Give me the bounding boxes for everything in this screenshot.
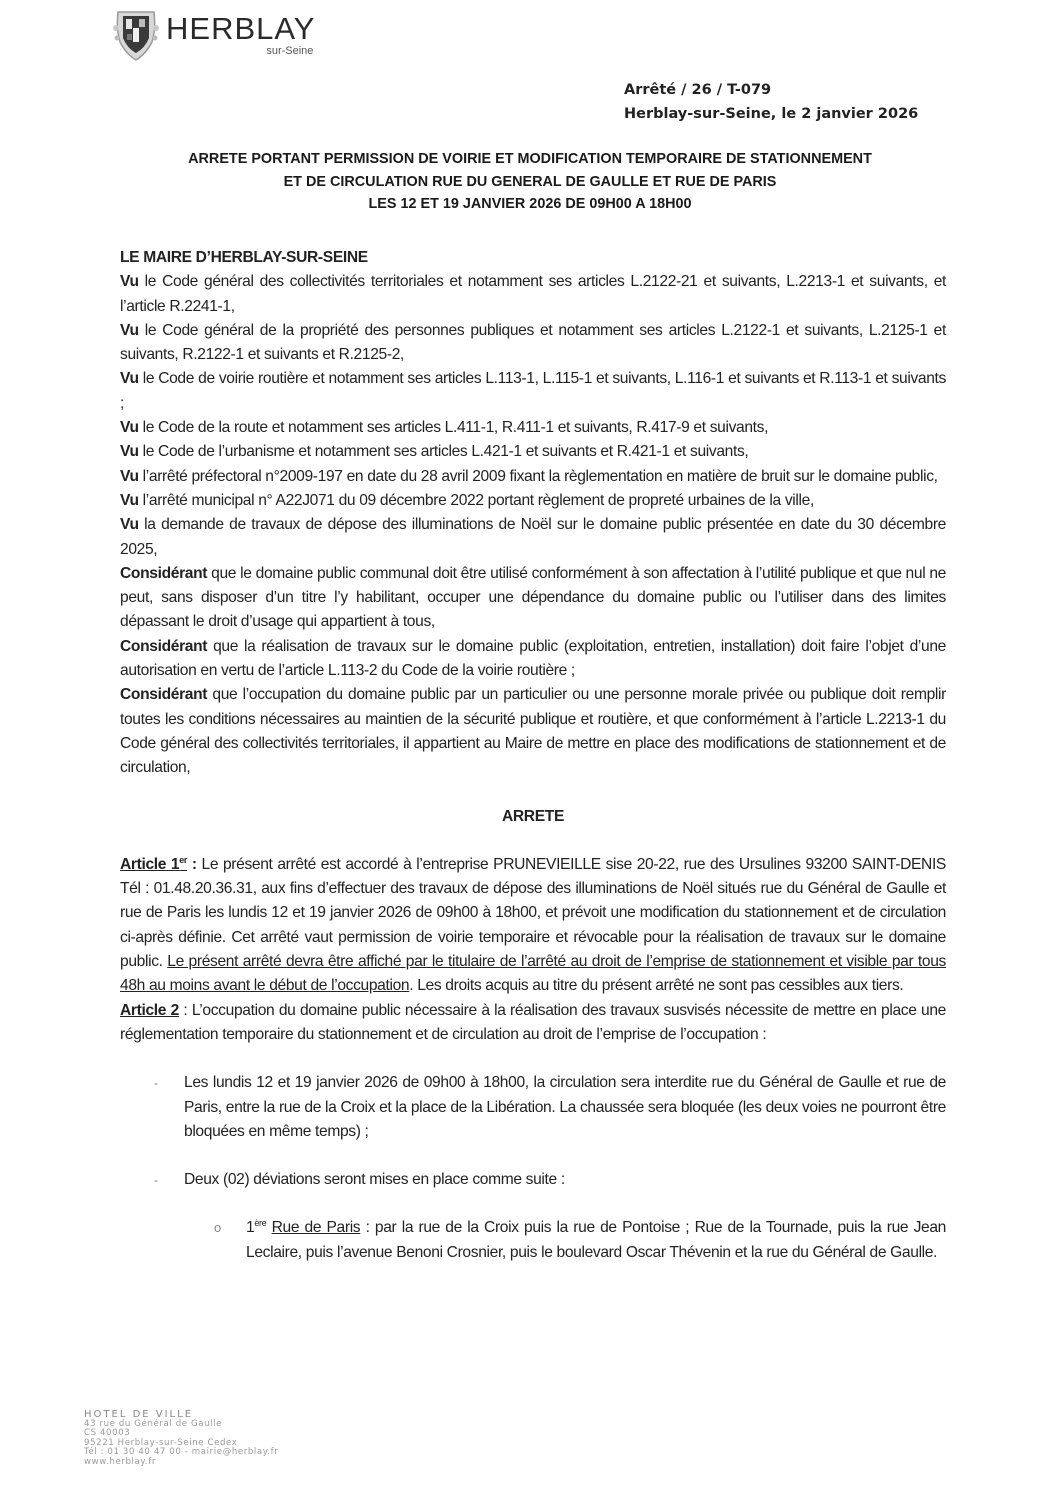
vu-label: Vu	[120, 419, 139, 437]
footer-street: 43 rue du Général de Gaulle	[84, 1418, 223, 1429]
bullet-circle-icon: o	[214, 1220, 221, 1236]
vu-text: le Code général de la propriété des personnes publiques et notamment ses articles L.2122-1 et suivants, L.2125-1 et suivants, R.2122-1 et suivants et R.2125-2,	[120, 321, 946, 364]
vu-clause	[120, 513, 946, 562]
considerant-clause	[120, 562, 946, 635]
vu-text: l’arrêté préfectoral n°2009-197 en date du 28 avril 2009 fixant la règlementation en matière de bruit sur le domaine public,	[138, 467, 938, 485]
vu-text: le Code de voirie routière et notamment ses articles L.113-1, L.115-1 et suivants, L.116-1 et suivants et R.113-1 et suivants ;	[120, 370, 946, 412]
vu-text: l’arrêté municipal n° A22J071 du 09 décembre 2022 portant règlement de propreté urbaines de la ville,	[138, 491, 814, 509]
vu-label: Vu	[120, 273, 139, 291]
considerant-label: Considérant	[120, 637, 208, 655]
title-line-1: ARRETE PORTANT PERMISSION DE VOIRIE ET MODIFICATION TEMPORAIRE DE STATIONNEMENT	[188, 150, 872, 167]
vu-text: le Code général des collectivités territoriales et notamment ses articles L.2122-21 et suivants, L.2213-1 et suivants, et l’article R.2241-1,	[120, 273, 946, 315]
vu-label: Vu	[120, 321, 139, 339]
authority-heading: LE MAIRE D’HERBLAY-SUR-SEINE	[120, 249, 368, 266]
document-body	[120, 246, 946, 1265]
article-2-label: Article 2	[120, 1001, 179, 1019]
vu-clause	[120, 489, 946, 513]
coat-of-arms-icon	[112, 8, 160, 62]
bullet-dash-icon: -	[154, 1173, 158, 1188]
footer-cs: CS 40003	[84, 1428, 131, 1438]
bullet-dash-icon: -	[154, 1076, 158, 1091]
vu-label: Vu	[120, 491, 139, 509]
vu-label: Vu	[120, 443, 139, 461]
vu-clause	[120, 416, 946, 440]
list-item-text: Deux (02) déviations seront mises en place comme suite :	[184, 1171, 565, 1189]
considerant-label: Considérant	[120, 686, 208, 704]
footer-title: HOTEL DE VILLE	[84, 1409, 194, 1420]
considerant-label: Considérant	[120, 564, 208, 582]
vu-label: Vu	[120, 467, 139, 485]
considerant-text: que la réalisation de travaux sur le domaine public (exploitation, entretien, installation) doit faire l’objet d’une autorisation en vertu de l’article L.113-2 du Code de la voirie routière ;	[120, 637, 946, 680]
article-1-text: Le présent arrêté est accordé à l’entreprise PRUNEVIEILLE sise 20-22, rue des Ursulines 93200 SAINT-DENIS Tél : 01.48.20.36.31, aux fins d’effectuer des travaux de dépose des illuminations de Noël situés rue du Général de Gaulle et rue de Paris les lundis 12 et 19 janvier 2026 de 09h00 à 18h00, et prévoit une modification du stationnement et de circulation ci-après définie. Cet arrêté vaut permission de voirie temporaire et révocable pour la réalisation de travaux sur le domaine public.	[120, 855, 946, 971]
footer-website[interactable]: www.herblay.fr	[84, 1456, 156, 1467]
logo-name: HERBLAY	[166, 11, 316, 46]
footer-address	[84, 1410, 278, 1467]
considerant-text: que l’occupation du domaine public par un particulier ou une personne morale privée ou publique doit remplir toutes les conditions nécessaires au maintien de la sécurité publique et routière, et que conformément à l’article L.2213-1 du Code général des collectivités territoriales, il appartient au Maire de mettre en place des modifications de stationnement et de circulation,	[120, 686, 946, 777]
article-1-label: Article 1er	[120, 854, 188, 873]
article-2-text: L’occupation du domaine public nécessaire à la réalisation des travaux susvisés nécessite de mettre en place une réglementation temporaire du stationnement et de circulation au droit de l’emprise de l’occupation :	[120, 1001, 946, 1043]
article-1-tail: . Les droits acquis au titre du présent arrêté ne sont pas cessibles aux tiers.	[409, 977, 904, 995]
considerant-clause	[120, 683, 946, 780]
vu-text: le Code de l’urbanisme et notamment ses articles L.421-1 et suivants et R.421-1 et suivants,	[138, 443, 749, 461]
footer-contact: Tél : 01 30 40 47 00 - mairie@herblay.fr	[84, 1447, 279, 1457]
article-2: Article 2 : L’occupation du domaine public nécessaire à la réalisation des travaux susvisés nécessite de mettre en place une réglementation temporaire du stationnement et de circulation au droit de l’emprise de l’occupation :	[120, 1001, 946, 1043]
decision-heading: ARRETE	[501, 807, 564, 825]
vu-label: Vu	[120, 516, 139, 534]
list-item-text: Les lundis 12 et 19 janvier 2026 de 09h00 à 18h00, la circulation sera interdite rue du Général de Gaulle et rue de Paris, entre la rue de la Croix et la place de la Libération. La chaussée sera bloquée (les deux voies ne pourront être bloquées en même temps) ;	[184, 1074, 946, 1140]
deviation-text: : par la rue de la Croix puis la rue de Pontoise ; Rue de la Tournade, puis la rue Jean Leclaire, puis l’avenue Benoni Crosnier, puis le boulevard Oscar Thévenin et la rue du Général de Gaulle.	[246, 1219, 946, 1261]
vu-clause	[120, 319, 946, 368]
vu-clause	[120, 270, 946, 319]
article-1-posting-requirement: Le présent arrêté devra être affiché par le titulaire de l’arrêté au droit de l’emprise de stationnement et visible par tous 48h au moins avant le début de l’occupation	[120, 953, 947, 995]
vu-text: le Code de la route et notamment ses articles L.411-1, R.411-1 et suivants, R.417-9 et suivants,	[138, 419, 769, 437]
deviation-street: Rue de Paris	[271, 1219, 361, 1237]
list-item	[120, 1071, 946, 1144]
vu-clause	[120, 440, 946, 464]
footer-city: 95221 Herblay-sur-Seine Cedex	[84, 1437, 238, 1448]
vu-clause	[120, 465, 946, 489]
vu-text: la demande de travaux de dépose des illuminations de Noël sur le domaine public présentée en date du 30 décembre 2025,	[120, 516, 946, 558]
considerant-text: que le domaine public communal doit être utilisé conformément à son affectation à l’utilité publique et que nul ne peut, sans disposer d’un titre l’y habilitant, occuper une dépendance du domaine public ou l’utiliser dans des limites dépassant le droit d’usage qui appartient à tous,	[120, 564, 946, 631]
herblay-logo	[112, 8, 315, 62]
vu-clause	[120, 367, 946, 416]
list-item	[120, 1168, 946, 1192]
article-1: Article 1er : Le présent arrêté est accordé à l’entreprise PRUNEVIEILLE sise 20-22, rue des Ursulines 93200 SAINT-DENIS Tél : 01.48.20.36.31, aux fins d’effectuer des travaux de dépose des illuminations de Noël situés rue du Général de Gaulle et rue de Paris les lundis 12 et 19 janvier 2026 de 09h00 à 18h00, et prévoit une modification du stationnement et de circulation ci-après définie. Cet arrêté vaut permission de voirie temporaire et révocable pour la réalisation de travaux sur le domaine public. Le présent arrêté devra être affiché par le titulaire de l’arrêté au droit de l’emprise de stationnement et visible par tous 48h au moins avant le début de l’occupation. Les droits acquis au titre du présent arrêté ne sont pas cessibles aux tiers.	[120, 854, 947, 995]
considerant-clause	[120, 635, 946, 684]
document-title	[136, 148, 923, 216]
sub-list-item: o 1ère Rue de Paris : par la rue de la Croix puis la rue de Pontoise ; Rue de la Tournade, puis la rue Jean Leclaire, puis l’avenue Benoni Crosnier, puis le boulevard Oscar Thévenin et la rue du Général de Gaulle.	[214, 1218, 946, 1261]
reference-block	[624, 78, 918, 126]
title-line-3: LES 12 ET 19 JANVIER 2026 DE 09H00 A 18H00	[368, 195, 692, 212]
vu-label: Vu	[120, 370, 139, 388]
place-date: Herblay-sur-Seine, le 2 janvier 2026	[624, 106, 919, 122]
decree-reference: Arrêté / 26 / T-079	[624, 82, 772, 98]
logo-subtitle: sur-Seine	[266, 45, 314, 57]
title-line-2: ET DE CIRCULATION RUE DU GENERAL DE GAULLE ET RUE DE PARIS	[283, 172, 777, 190]
